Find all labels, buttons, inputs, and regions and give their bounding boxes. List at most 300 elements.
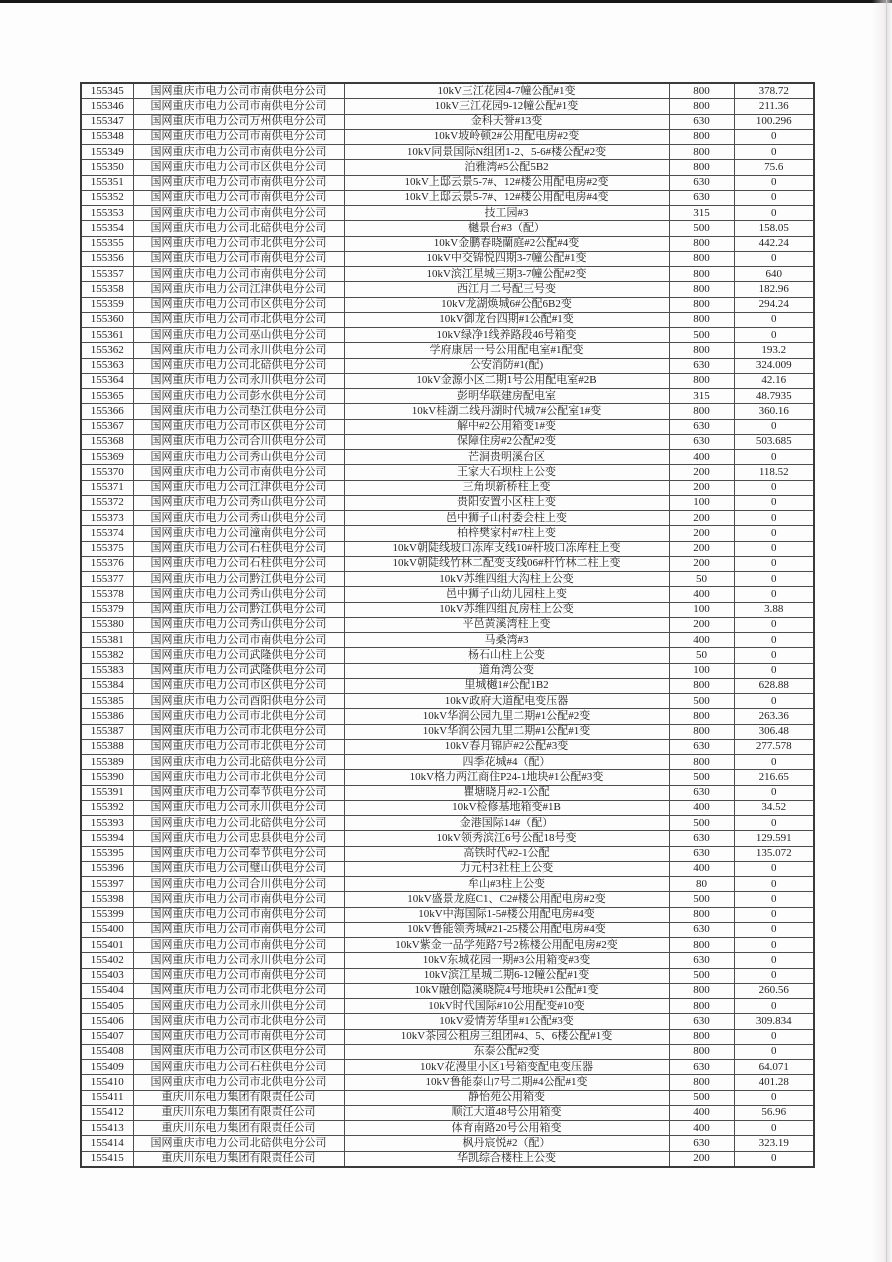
energy-value-cell: 0 bbox=[734, 145, 814, 160]
capacity-cell: 500 bbox=[669, 328, 734, 343]
row-id-cell: 155408 bbox=[81, 1044, 133, 1059]
table-row bbox=[81, 312, 814, 327]
capacity-cell: 200 bbox=[669, 511, 734, 526]
company-cell: 国网重庆市电力公司市北供电分公司 bbox=[133, 770, 344, 785]
capacity-cell: 800 bbox=[669, 907, 734, 922]
company-cell: 国网重庆市电力公司奉节供电分公司 bbox=[133, 785, 344, 800]
company-cell: 国网重庆市电力公司永川供电分公司 bbox=[133, 953, 344, 968]
row-id-cell: 155368 bbox=[81, 434, 133, 449]
station-name-cell: 静怡苑公用箱变 bbox=[344, 1090, 669, 1105]
row-id-cell: 155369 bbox=[81, 450, 133, 465]
row-id-cell: 155352 bbox=[81, 190, 133, 205]
table-row bbox=[81, 1014, 814, 1029]
station-name-cell: 东泰公配#2变 bbox=[344, 1044, 669, 1059]
row-id-cell: 155394 bbox=[81, 831, 133, 846]
row-id-cell: 155385 bbox=[81, 694, 133, 709]
capacity-cell: 500 bbox=[669, 770, 734, 785]
capacity-cell: 800 bbox=[669, 1075, 734, 1090]
table-row bbox=[81, 480, 814, 495]
company-cell: 国网重庆市电力公司市南供电分公司 bbox=[133, 190, 344, 205]
energy-value-cell: 324.009 bbox=[734, 358, 814, 373]
energy-value-cell: 0 bbox=[734, 922, 814, 937]
station-name-cell: 10kV鲁能领秀城#21-25楼公用配电房#4变 bbox=[344, 922, 669, 937]
row-id-cell: 155364 bbox=[81, 373, 133, 388]
company-cell: 国网重庆市电力公司市南供电分公司 bbox=[133, 968, 344, 983]
row-id-cell: 155378 bbox=[81, 587, 133, 602]
row-id-cell: 155392 bbox=[81, 800, 133, 815]
capacity-cell: 400 bbox=[669, 1121, 734, 1136]
table-row bbox=[81, 206, 814, 221]
company-cell: 国网重庆市电力公司市区供电分公司 bbox=[133, 1044, 344, 1059]
table-row bbox=[81, 861, 814, 876]
company-cell: 国网重庆市电力公司彭水供电分公司 bbox=[133, 389, 344, 404]
capacity-cell: 800 bbox=[669, 160, 734, 175]
table-row bbox=[81, 495, 814, 510]
capacity-cell: 800 bbox=[669, 282, 734, 297]
energy-value-cell: 100.296 bbox=[734, 114, 814, 129]
energy-value-cell: 0 bbox=[734, 175, 814, 190]
table-row bbox=[81, 526, 814, 541]
company-cell: 重庆川东电力集团有限责任公司 bbox=[133, 1090, 344, 1105]
table-row bbox=[81, 800, 814, 815]
row-id-cell: 155351 bbox=[81, 175, 133, 190]
energy-value-cell: 0 bbox=[734, 1029, 814, 1044]
energy-value-cell: 0 bbox=[734, 251, 814, 266]
energy-value-cell: 401.28 bbox=[734, 1075, 814, 1090]
company-cell: 国网重庆市电力公司江津供电分公司 bbox=[133, 282, 344, 297]
company-cell: 国网重庆市电力公司市南供电分公司 bbox=[133, 175, 344, 190]
company-cell: 国网重庆市电力公司市南供电分公司 bbox=[133, 633, 344, 648]
energy-value-cell: 0 bbox=[734, 206, 814, 221]
energy-value-cell: 0 bbox=[734, 755, 814, 770]
station-name-cell: 樾景台#3（配） bbox=[344, 221, 669, 236]
company-cell: 国网重庆市电力公司永川供电分公司 bbox=[133, 800, 344, 815]
energy-value-cell: 0 bbox=[734, 633, 814, 648]
company-cell: 国网重庆市电力公司璧山供电分公司 bbox=[133, 861, 344, 876]
row-id-cell: 155377 bbox=[81, 572, 133, 587]
capacity-cell: 800 bbox=[669, 145, 734, 160]
station-name-cell: 10kV上邸云景5-7#、12#楼公用配电房#2变 bbox=[344, 175, 669, 190]
row-id-cell: 155357 bbox=[81, 267, 133, 282]
company-cell: 国网重庆市电力公司永川供电分公司 bbox=[133, 999, 344, 1014]
row-id-cell: 155413 bbox=[81, 1121, 133, 1136]
table-row bbox=[81, 1105, 814, 1120]
row-id-cell: 155388 bbox=[81, 739, 133, 754]
company-cell: 国网重庆市电力公司秀山供电分公司 bbox=[133, 450, 344, 465]
station-name-cell: 金科天誉#13变 bbox=[344, 114, 669, 129]
company-cell: 国网重庆市电力公司市南供电分公司 bbox=[133, 145, 344, 160]
company-cell: 国网重庆市电力公司市北供电分公司 bbox=[133, 739, 344, 754]
capacity-cell: 500 bbox=[669, 1090, 734, 1105]
capacity-cell: 800 bbox=[669, 1044, 734, 1059]
row-id-cell: 155350 bbox=[81, 160, 133, 175]
station-name-cell: 王家大石坝柱上公变 bbox=[344, 465, 669, 480]
table-row bbox=[81, 938, 814, 953]
station-name-cell: 顺江大道48号公用箱变 bbox=[344, 1105, 669, 1120]
row-id-cell: 155398 bbox=[81, 892, 133, 907]
table-row bbox=[81, 617, 814, 632]
energy-value-cell: 0 bbox=[734, 663, 814, 678]
energy-value-cell: 0 bbox=[734, 938, 814, 953]
company-cell: 重庆川东电力集团有限责任公司 bbox=[133, 1151, 344, 1167]
table-row bbox=[81, 160, 814, 175]
row-id-cell: 155366 bbox=[81, 404, 133, 419]
capacity-cell: 400 bbox=[669, 861, 734, 876]
capacity-cell: 800 bbox=[669, 129, 734, 144]
company-cell: 国网重庆市电力公司市南供电分公司 bbox=[133, 129, 344, 144]
energy-value-cell: 0 bbox=[734, 1044, 814, 1059]
company-cell: 国网重庆市电力公司市南供电分公司 bbox=[133, 83, 344, 99]
row-id-cell: 155384 bbox=[81, 678, 133, 693]
energy-value-cell: 0 bbox=[734, 129, 814, 144]
page-top-scan-line bbox=[0, 0, 892, 3]
energy-value-cell: 0 bbox=[734, 892, 814, 907]
capacity-cell: 200 bbox=[669, 526, 734, 541]
company-cell: 国网重庆市电力公司市北供电分公司 bbox=[133, 312, 344, 327]
company-cell: 国网重庆市电力公司市区供电分公司 bbox=[133, 419, 344, 434]
station-name-cell: 10kV茶园公租房三组团#4、5、6楼公配#1变 bbox=[344, 1029, 669, 1044]
table-row bbox=[81, 236, 814, 251]
station-name-cell: 10kV苏维四组瓦房柱上公变 bbox=[344, 602, 669, 617]
table-row bbox=[81, 190, 814, 205]
station-name-cell: 10kV桂湖二线丹湖时代城7#公配室1#变 bbox=[344, 404, 669, 419]
capacity-cell: 800 bbox=[669, 1029, 734, 1044]
energy-value-cell: 0 bbox=[734, 968, 814, 983]
energy-value-cell: 0 bbox=[734, 480, 814, 495]
row-id-cell: 155411 bbox=[81, 1090, 133, 1105]
station-name-cell: 10kV上邸云景5-7#、12#楼公用配电房#4变 bbox=[344, 190, 669, 205]
table-row bbox=[81, 785, 814, 800]
station-name-cell: 泊雅湾#5公配5B2 bbox=[344, 160, 669, 175]
station-name-cell: 10kV春月锦庐#2公配#3变 bbox=[344, 739, 669, 754]
station-name-cell: 10kV东城花园一期#3公用箱变#3变 bbox=[344, 953, 669, 968]
energy-value-cell: 48.7935 bbox=[734, 389, 814, 404]
table-row bbox=[81, 1090, 814, 1105]
company-cell: 国网重庆市电力公司市区供电分公司 bbox=[133, 678, 344, 693]
records-table bbox=[80, 82, 815, 1168]
company-cell: 国网重庆市电力公司市南供电分公司 bbox=[133, 465, 344, 480]
company-cell: 国网重庆市电力公司武隆供电分公司 bbox=[133, 663, 344, 678]
row-id-cell: 155355 bbox=[81, 236, 133, 251]
station-name-cell: 10kV融创隐溪晓院4号地块#1公配#1变 bbox=[344, 983, 669, 998]
table-row bbox=[81, 1136, 814, 1151]
table-row bbox=[81, 831, 814, 846]
table-row bbox=[81, 1029, 814, 1044]
company-cell: 国网重庆市电力公司万州供电分公司 bbox=[133, 114, 344, 129]
company-cell: 国网重庆市电力公司奉节供电分公司 bbox=[133, 846, 344, 861]
table-row bbox=[81, 648, 814, 663]
station-name-cell: 平邑黄溪湾柱上变 bbox=[344, 617, 669, 632]
company-cell: 国网重庆市电力公司北碚供电分公司 bbox=[133, 1136, 344, 1151]
company-cell: 国网重庆市电力公司市南供电分公司 bbox=[133, 99, 344, 114]
table-row bbox=[81, 877, 814, 892]
row-id-cell: 155397 bbox=[81, 877, 133, 892]
row-id-cell: 155400 bbox=[81, 922, 133, 937]
page-right-scan-edge-line bbox=[886, 0, 887, 1262]
table-row bbox=[81, 709, 814, 724]
capacity-cell: 800 bbox=[669, 83, 734, 99]
company-cell: 国网重庆市电力公司市区供电分公司 bbox=[133, 160, 344, 175]
energy-value-cell: 0 bbox=[734, 617, 814, 632]
row-id-cell: 155359 bbox=[81, 297, 133, 312]
capacity-cell: 630 bbox=[669, 785, 734, 800]
row-id-cell: 155403 bbox=[81, 968, 133, 983]
energy-value-cell: 0 bbox=[734, 694, 814, 709]
table-row bbox=[81, 587, 814, 602]
capacity-cell: 500 bbox=[669, 968, 734, 983]
station-name-cell: 华凯综合楼柱上公变 bbox=[344, 1151, 669, 1167]
energy-value-cell: 135.072 bbox=[734, 846, 814, 861]
row-id-cell: 155372 bbox=[81, 495, 133, 510]
company-cell: 国网重庆市电力公司石柱供电分公司 bbox=[133, 541, 344, 556]
capacity-cell: 200 bbox=[669, 480, 734, 495]
energy-value-cell: 309.834 bbox=[734, 1014, 814, 1029]
table-row bbox=[81, 678, 814, 693]
capacity-cell: 630 bbox=[669, 846, 734, 861]
row-id-cell: 155393 bbox=[81, 816, 133, 831]
capacity-cell: 400 bbox=[669, 633, 734, 648]
station-name-cell: 10kV花漫里小区1号箱变配电变压器 bbox=[344, 1060, 669, 1075]
station-name-cell: 四季花城#4（配） bbox=[344, 755, 669, 770]
table-row bbox=[81, 663, 814, 678]
company-cell: 国网重庆市电力公司忠县供电分公司 bbox=[133, 831, 344, 846]
row-id-cell: 155407 bbox=[81, 1029, 133, 1044]
row-id-cell: 155367 bbox=[81, 419, 133, 434]
company-cell: 国网重庆市电力公司市区供电分公司 bbox=[133, 297, 344, 312]
row-id-cell: 155374 bbox=[81, 526, 133, 541]
energy-value-cell: 0 bbox=[734, 312, 814, 327]
capacity-cell: 800 bbox=[669, 678, 734, 693]
company-cell: 国网重庆市电力公司黔江供电分公司 bbox=[133, 572, 344, 587]
table-row bbox=[81, 694, 814, 709]
capacity-cell: 630 bbox=[669, 1136, 734, 1151]
station-name-cell: 金港国际14#（配） bbox=[344, 816, 669, 831]
station-name-cell: 柏梓樊家村#7柱上变 bbox=[344, 526, 669, 541]
row-id-cell: 155401 bbox=[81, 938, 133, 953]
company-cell: 国网重庆市电力公司市南供电分公司 bbox=[133, 892, 344, 907]
energy-value-cell: 34.52 bbox=[734, 800, 814, 815]
capacity-cell: 800 bbox=[669, 724, 734, 739]
company-cell: 国网重庆市电力公司北碚供电分公司 bbox=[133, 816, 344, 831]
energy-value-cell: 0 bbox=[734, 785, 814, 800]
station-name-cell: 杨石山柱上公变 bbox=[344, 648, 669, 663]
company-cell: 国网重庆市电力公司黔江供电分公司 bbox=[133, 602, 344, 617]
table-row bbox=[81, 968, 814, 983]
capacity-cell: 800 bbox=[669, 343, 734, 358]
row-id-cell: 155365 bbox=[81, 389, 133, 404]
company-cell: 国网重庆市电力公司永川供电分公司 bbox=[133, 343, 344, 358]
table-row bbox=[81, 389, 814, 404]
row-id-cell: 155410 bbox=[81, 1075, 133, 1090]
table-row bbox=[81, 343, 814, 358]
energy-value-cell: 3.88 bbox=[734, 602, 814, 617]
company-cell: 国网重庆市电力公司酉阳供电分公司 bbox=[133, 694, 344, 709]
table-row bbox=[81, 953, 814, 968]
row-id-cell: 155345 bbox=[81, 83, 133, 99]
energy-value-cell: 0 bbox=[734, 328, 814, 343]
company-cell: 国网重庆市电力公司市南供电分公司 bbox=[133, 907, 344, 922]
row-id-cell: 155402 bbox=[81, 953, 133, 968]
row-id-cell: 155375 bbox=[81, 541, 133, 556]
station-name-cell: 学府康居一号公用配电室#1配变 bbox=[344, 343, 669, 358]
table-row bbox=[81, 145, 814, 160]
row-id-cell: 155415 bbox=[81, 1151, 133, 1167]
table-row bbox=[81, 450, 814, 465]
table-row bbox=[81, 251, 814, 266]
row-id-cell: 155347 bbox=[81, 114, 133, 129]
station-name-cell: 10kV华润公园九里二期#1公配#2变 bbox=[344, 709, 669, 724]
station-name-cell: 10kV坡岭顿2#公用配电房#2变 bbox=[344, 129, 669, 144]
energy-value-cell: 0 bbox=[734, 556, 814, 571]
station-name-cell: 10kV盛景龙庭C1、C2#楼公用配电房#2变 bbox=[344, 892, 669, 907]
energy-value-cell: 0 bbox=[734, 511, 814, 526]
table-row bbox=[81, 175, 814, 190]
table-row bbox=[81, 297, 814, 312]
station-name-cell: 瞿塘晓月#2-1公配 bbox=[344, 785, 669, 800]
energy-value-cell: 42.16 bbox=[734, 373, 814, 388]
capacity-cell: 500 bbox=[669, 694, 734, 709]
capacity-cell: 630 bbox=[669, 358, 734, 373]
capacity-cell: 800 bbox=[669, 251, 734, 266]
row-id-cell: 155382 bbox=[81, 648, 133, 663]
station-name-cell: 10kV中海国际1-5#楼公用配电房#4变 bbox=[344, 907, 669, 922]
energy-value-cell: 0 bbox=[734, 572, 814, 587]
station-name-cell: 芒洞贵明溪台区 bbox=[344, 450, 669, 465]
capacity-cell: 630 bbox=[669, 190, 734, 205]
station-name-cell: 10kV龙湖焕城6#公配6B2变 bbox=[344, 297, 669, 312]
table-row bbox=[81, 755, 814, 770]
row-id-cell: 155406 bbox=[81, 1014, 133, 1029]
row-id-cell: 155362 bbox=[81, 343, 133, 358]
table-row bbox=[81, 1121, 814, 1136]
row-id-cell: 155360 bbox=[81, 312, 133, 327]
row-id-cell: 155381 bbox=[81, 633, 133, 648]
table-row bbox=[81, 373, 814, 388]
row-id-cell: 155380 bbox=[81, 617, 133, 632]
capacity-cell: 800 bbox=[669, 297, 734, 312]
row-id-cell: 155370 bbox=[81, 465, 133, 480]
station-name-cell: 10kV御龙台四期#1公配#1变 bbox=[344, 312, 669, 327]
company-cell: 国网重庆市电力公司市北供电分公司 bbox=[133, 983, 344, 998]
company-cell: 国网重庆市电力公司市南供电分公司 bbox=[133, 938, 344, 953]
table-row bbox=[81, 922, 814, 937]
capacity-cell: 630 bbox=[669, 1060, 734, 1075]
row-id-cell: 155395 bbox=[81, 846, 133, 861]
energy-value-cell: 260.56 bbox=[734, 983, 814, 998]
company-cell: 国网重庆市电力公司市南供电分公司 bbox=[133, 922, 344, 937]
capacity-cell: 400 bbox=[669, 800, 734, 815]
company-cell: 国网重庆市电力公司垫江供电分公司 bbox=[133, 404, 344, 419]
capacity-cell: 800 bbox=[669, 99, 734, 114]
company-cell: 国网重庆市电力公司秀山供电分公司 bbox=[133, 495, 344, 510]
station-name-cell: 邑中狮子山幼儿园柱上变 bbox=[344, 587, 669, 602]
row-id-cell: 155414 bbox=[81, 1136, 133, 1151]
station-name-cell: 10kV滨江星城二期6-12幢公配#1变 bbox=[344, 968, 669, 983]
station-name-cell: 彭明华联建房配电室 bbox=[344, 389, 669, 404]
station-name-cell: 公安消防#1(配) bbox=[344, 358, 669, 373]
energy-value-cell: 0 bbox=[734, 877, 814, 892]
energy-value-cell: 64.071 bbox=[734, 1060, 814, 1075]
capacity-cell: 630 bbox=[669, 114, 734, 129]
station-name-cell: 10kV金鹏春晓蘭庭#2公配#4变 bbox=[344, 236, 669, 251]
table-row bbox=[81, 633, 814, 648]
capacity-cell: 200 bbox=[669, 556, 734, 571]
station-name-cell: 10kV爱情芳华里#1公配#3变 bbox=[344, 1014, 669, 1029]
energy-value-cell: 0 bbox=[734, 541, 814, 556]
capacity-cell: 800 bbox=[669, 755, 734, 770]
row-id-cell: 155389 bbox=[81, 755, 133, 770]
company-cell: 国网重庆市电力公司市南供电分公司 bbox=[133, 1029, 344, 1044]
station-name-cell: 10kV朝陡线坡口冻库支线10#杆坡口冻库柱上变 bbox=[344, 541, 669, 556]
capacity-cell: 630 bbox=[669, 922, 734, 937]
energy-value-cell: 158.05 bbox=[734, 221, 814, 236]
company-cell: 国网重庆市电力公司秀山供电分公司 bbox=[133, 617, 344, 632]
capacity-cell: 50 bbox=[669, 572, 734, 587]
station-name-cell: 10kV三江花园9-12幢公配#1变 bbox=[344, 99, 669, 114]
company-cell: 国网重庆市电力公司市南供电分公司 bbox=[133, 251, 344, 266]
energy-value-cell: 0 bbox=[734, 907, 814, 922]
company-cell: 国网重庆市电力公司合川供电分公司 bbox=[133, 434, 344, 449]
station-name-cell: 贵阳安置小区柱上变 bbox=[344, 495, 669, 510]
capacity-cell: 400 bbox=[669, 1105, 734, 1120]
energy-value-cell: 182.96 bbox=[734, 282, 814, 297]
table-row bbox=[81, 83, 814, 99]
capacity-cell: 800 bbox=[669, 999, 734, 1014]
station-name-cell: 三角坝新桥柱上变 bbox=[344, 480, 669, 495]
table-row bbox=[81, 419, 814, 434]
capacity-cell: 200 bbox=[669, 465, 734, 480]
row-id-cell: 155371 bbox=[81, 480, 133, 495]
energy-value-cell: 442.24 bbox=[734, 236, 814, 251]
energy-value-cell: 75.6 bbox=[734, 160, 814, 175]
energy-value-cell: 323.19 bbox=[734, 1136, 814, 1151]
energy-value-cell: 503.685 bbox=[734, 434, 814, 449]
row-id-cell: 155387 bbox=[81, 724, 133, 739]
table-row bbox=[81, 770, 814, 785]
table-row bbox=[81, 572, 814, 587]
company-cell: 国网重庆市电力公司武隆供电分公司 bbox=[133, 648, 344, 663]
capacity-cell: 800 bbox=[669, 938, 734, 953]
table-row bbox=[81, 907, 814, 922]
energy-value-cell: 306.48 bbox=[734, 724, 814, 739]
row-id-cell: 155356 bbox=[81, 251, 133, 266]
station-name-cell: 枫丹宸悦#2（配） bbox=[344, 1136, 669, 1151]
row-id-cell: 155396 bbox=[81, 861, 133, 876]
company-cell: 国网重庆市电力公司北碚供电分公司 bbox=[133, 358, 344, 373]
company-cell: 国网重庆市电力公司永川供电分公司 bbox=[133, 373, 344, 388]
capacity-cell: 200 bbox=[669, 617, 734, 632]
station-name-cell: 道角湾公变 bbox=[344, 663, 669, 678]
capacity-cell: 630 bbox=[669, 831, 734, 846]
company-cell: 国网重庆市电力公司北碚供电分公司 bbox=[133, 755, 344, 770]
station-name-cell: 10kV滨江星城三期3-7幢公配#2变 bbox=[344, 267, 669, 282]
capacity-cell: 630 bbox=[669, 434, 734, 449]
capacity-cell: 630 bbox=[669, 1014, 734, 1029]
table-row bbox=[81, 1075, 814, 1090]
company-cell: 国网重庆市电力公司石柱供电分公司 bbox=[133, 1060, 344, 1075]
station-name-cell: 10kV检修基地箱变#1B bbox=[344, 800, 669, 815]
table-row bbox=[81, 267, 814, 282]
company-cell: 国网重庆市电力公司秀山供电分公司 bbox=[133, 587, 344, 602]
row-id-cell: 155404 bbox=[81, 983, 133, 998]
energy-value-cell: 0 bbox=[734, 953, 814, 968]
table-row bbox=[81, 892, 814, 907]
row-id-cell: 155391 bbox=[81, 785, 133, 800]
row-id-cell: 155361 bbox=[81, 328, 133, 343]
company-cell: 重庆川东电力集团有限责任公司 bbox=[133, 1105, 344, 1120]
company-cell: 国网重庆市电力公司市北供电分公司 bbox=[133, 1075, 344, 1090]
energy-value-cell: 360.16 bbox=[734, 404, 814, 419]
